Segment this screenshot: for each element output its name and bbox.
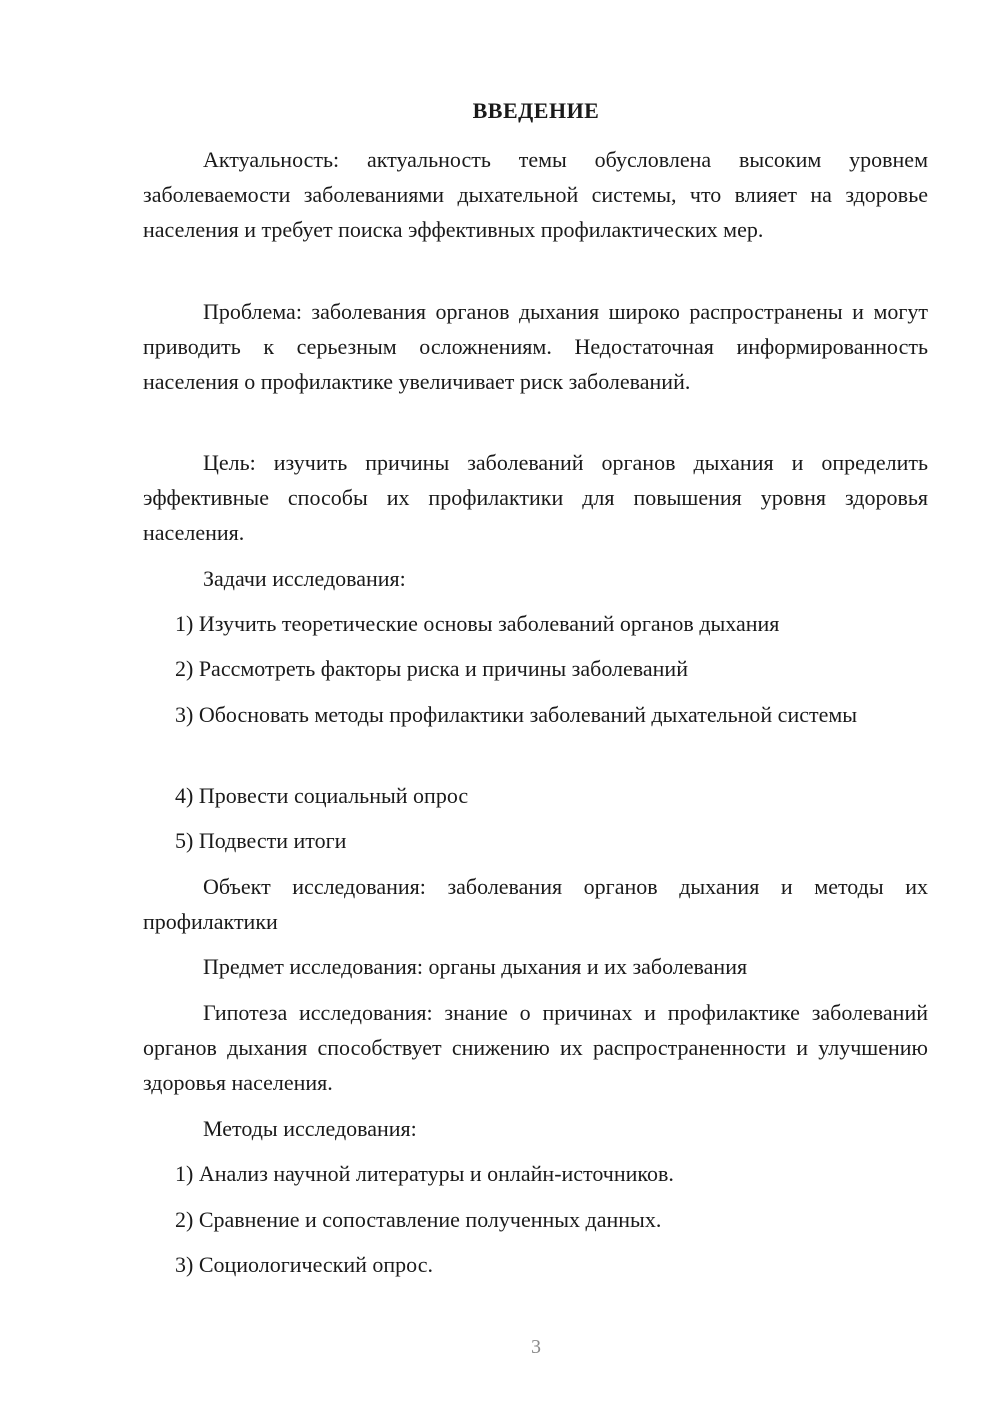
page-title: ВВЕДЕНИЕ (472, 98, 600, 123)
paragraph-object: Объект исследования: заболевания органов дыхания и методы их профилактики (143, 874, 928, 934)
task-item: 4) Провести социальный опрос (175, 783, 469, 808)
method-item: 2) Сравнение и сопоставление полученных данных. (175, 1207, 662, 1232)
paragraph-hypothesis: Гипотеза исследования: знание о причинах и профилактике заболеваний органов дыхания способствует снижению их распространенности и улучшению здоровья населения. (143, 1000, 928, 1095)
paragraph-subject: Предмет исследования: органы дыхания и их заболевания (203, 954, 748, 979)
task-item: 2) Рассмотреть факторы риска и причины заболеваний (175, 656, 688, 681)
method-item: 1) Анализ научной литературы и онлайн-источников. (175, 1161, 674, 1186)
paragraph-goal: Цель: изучить причины заболеваний органов дыхания и определить эффективные способы их профилактики для повышения уровня здоровья населения. (143, 450, 928, 545)
task-item: 3) Обосновать методы профилактики заболеваний дыхательной системы (175, 702, 858, 727)
methods-heading: Методы исследования: (203, 1116, 417, 1141)
task-item: 1) Изучить теоретические основы заболеваний органов дыхания (175, 611, 780, 636)
method-item: 3) Социологический опрос. (175, 1252, 433, 1277)
task-item: 5) Подвести итоги (175, 828, 347, 853)
page-number: 3 (531, 1336, 541, 1358)
tasks-heading: Задачи исследования: (203, 566, 406, 591)
paragraph-relevance: Актуальность: актуальность темы обусловлена высоким уровнем заболеваемости заболеваниями дыхательной системы, что влияет на здоровье населения и требует поиска эффективных профилактических мер. (143, 147, 928, 242)
paragraph-problem: Проблема: заболевания органов дыхания широко распространены и могут приводить к серьезным осложнениям. Недостаточная информированность населения о профилактике увеличивает риск заболеваний. (143, 299, 928, 394)
